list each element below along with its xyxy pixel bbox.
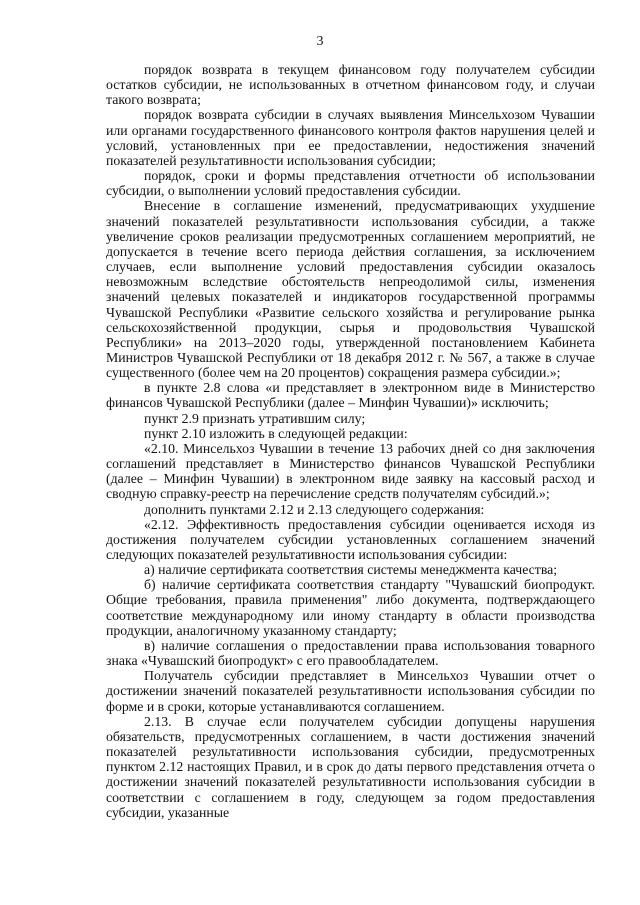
paragraph-item-2-10-intro: пункт 2.10 изложить в следующей редакции: [144,425,408,441]
paragraph-indicator-b: б) наличие сертификата соответствия стандарту "Чувашский биопродукт. Общие требования, правила применения" либо документа, подтверждающего соответствие международному или иному стандарту в области производства продукции, аналогичному указанному стандарту; [106,577,595,638]
page-number: 3 [316,34,324,49]
document-body [106,62,595,820]
paragraph-indicator-c: в) наличие соглашения о предоставлении права использования товарного знака «Чувашский биопродукт» с его правообладателем. [106,637,595,669]
paragraph-return-on-violation: порядок возврата субсидии в случаях выявления Минсельхозом Чувашии или органами государственного финансового контроля фактов нарушения целей и условий, установленных при ее предоставлении, недостижения значений показателей результативности использования субсидии; [106,107,595,168]
paragraph-refund-procedure: порядок возврата в текущем финансовом году получателем субсидии остатков субсидии, не использованных в отчетном финансовом году, и случаи такого возврата; [106,62,595,108]
paragraph-item-2-9: пункт 2.9 признать утратившим силу; [144,410,366,426]
paragraph-add-items-intro: дополнить пунктами 2.12 и 2.13 следующего содержания: [144,501,485,517]
paragraph-item-2-13: 2.13. В случае если получателем субсидии допущены нарушения обязательств, предусмотренных соглашением, в части достижения значений показателей результативности использования субсидии, предусмотренных пунктом 2.12 настоящих Правил, и в срок до даты первого представления отчета о достижении значений показателей результативности использования субсидии в соответствии с соглашением в году, следующем за годом предоставления субсидии, указанные [106,713,595,820]
paragraph-report-submission: Получатель субсидии представляет в Минсельхоз Чувашии отчет о достижении значений показателей результативности использования субсидии по форме и в сроки, которые устанавливаются соглашением. [106,668,595,714]
paragraph-indicator-a: а) наличие сертификата соответствия системы менеджмента качества; [144,562,558,578]
paragraph-reporting-procedure: порядок, сроки и формы представления отчетности об использовании субсидии, о выполнении условий предоставления субсидии. [106,168,595,199]
paragraph-item-2-12: «2.12. Эффективность предоставления субсидии оценивается исходя из достижения получателем субсидии установленных соглашением значений следующих показателей результативности использования субсидии: [106,516,595,562]
paragraph-agreement-amendments: Внесение в соглашение изменений, предусматривающих ухудшение значений показателей результативности использования субсидии, а также увеличение сроков реализации предусмотренных соглашением мероприятий, не допускается в течение всего периода действия соглашения, за исключением случаев, если выполнение условий предоставления субсидии оказалось невозможным вследствие обстоятельств непреодолимой силы, изменения значений целевых показателей и индикаторов государственной программы Чувашской Республики «Развитие сельского хозяйства и регулирование рынка сельскохозяйственной продукции, сырья и продовольствия Чувашской Республики» на 2013–2020 годы, утвержденной постановлением Кабинета Министров Чувашской Республики от 18 декабря 2012 г. № 567, а также в случае существенного (более чем на 20 процентов) сокращения размера субсидии.»; [106,198,595,381]
paragraph-item-2-10-text: «2.10. Минсельхоз Чувашии в течение 13 рабочих дней со дня заключения соглашений представляет в Министерство финансов Чувашской Республики (далее – Минфин Чувашии) в электронном виде заявку на кассовый расход и сводную справку-реестр на перечисление средств получателям субсидий.»; [106,440,595,502]
paragraph-item-2-8: в пункте 2.8 слова «и представляет в электронном виде в Министерство финансов Чувашской Республики (далее – Минфин Чувашии)» исключить; [106,380,595,411]
